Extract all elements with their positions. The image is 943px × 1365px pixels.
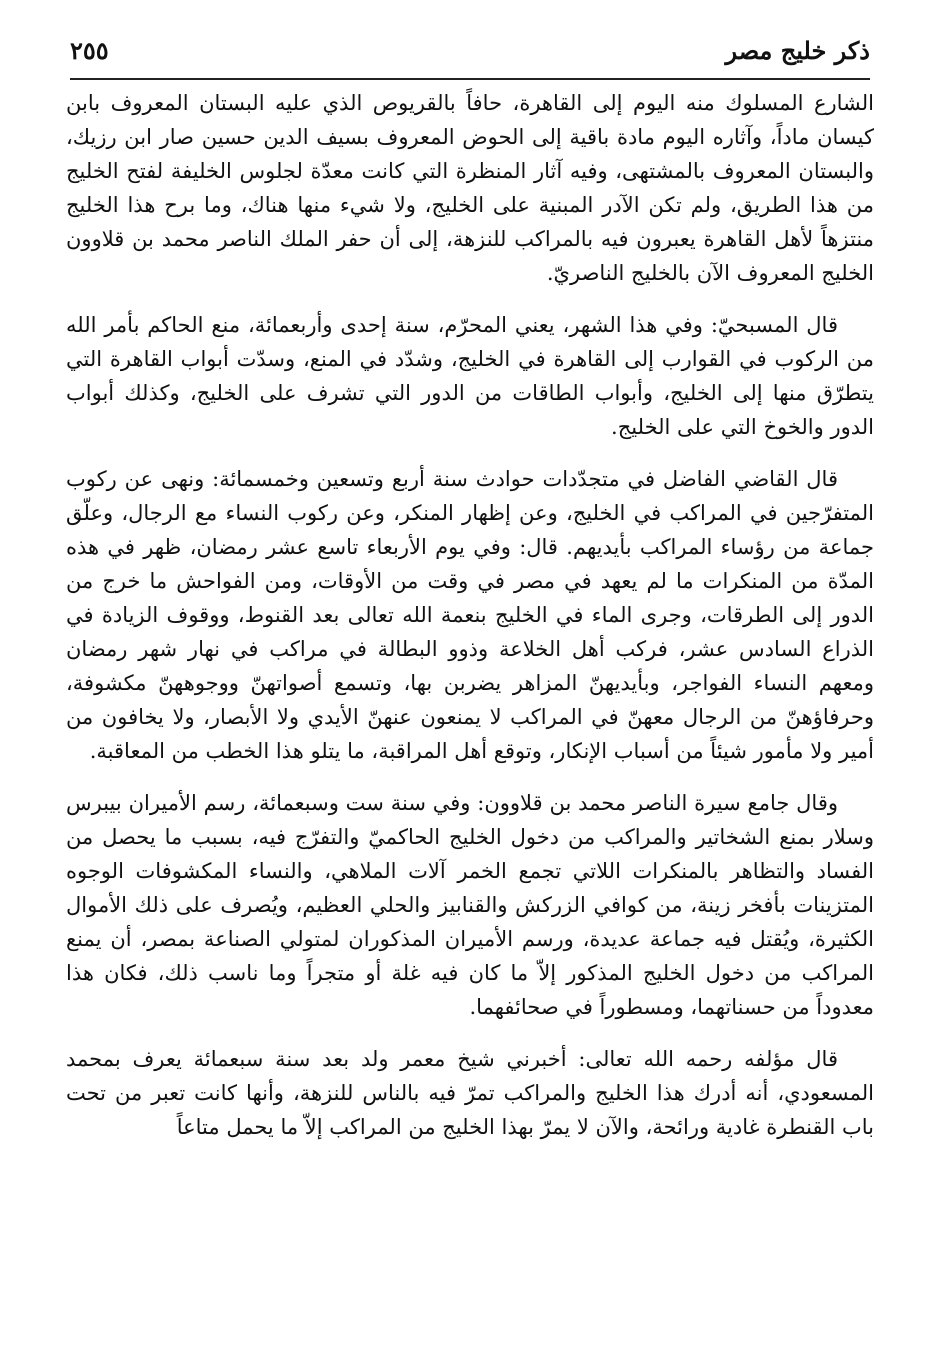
- text-body: [66, 86, 874, 1162]
- page-number: ٢٥٥: [70, 36, 109, 65]
- page-header: [70, 30, 870, 74]
- paragraph-2: قال المسبحيّ: وفي هذا الشهر، يعني المحرّم، سنة إحدى وأربعمائة، منع الحاكم بأمر الله من الركوب في القوارب إلى القاهرة في الخليج، وشدّد في المنع، وسدّت أبواب القاهرة التي يتطرّق منها إلى الخليج، وأبواب الطاقات من الدور التي تشرف على الخليج، وكذلك أبواب الدور والخوخ التي على الخليج.: [66, 313, 874, 439]
- running-head: ذكر خليج مصر: [725, 36, 870, 65]
- paragraph-5: قال مؤلفه رحمه الله تعالى: أخبرني شيخ معمر ولد بعد سنة سبعمائة يعرف بمحمد المسعودي، أنه أدرك هذا الخليج والمراكب تمرّ فيه بالناس للنزهة، وأنها كانت تعبر من تحت باب القنطرة غادية ورائحة، والآن لا يمرّ بهذا الخليج من المراكب إلاّ ما يحمل متاعاً: [66, 1047, 874, 1139]
- paragraph-4: وقال جامع سيرة الناصر محمد بن قلاوون: وفي سنة ست وسبعمائة، رسم الأميران بيبرس وسلار بمنع الشخاتير والمراكب من دخول الخليج الحاكميّ والتفرّج فيه، بسبب ما يحصل من الفساد والتظاهر بالمنكرات اللاتي تجمع الخمر آلات الملاهي، والنساء المكشوفات الوجوه المتزينات بأفخر زينة، من كوافي الزركش والقنابيز والحلي العظيم، ويُصرف على ذلك الأموال الكثيرة، ويُقتل فيه جماعة عديدة، ورسم الأميران المذكوران لمتولي الصناعة بمصر، أن يمنع المراكب من دخول الخليج المذكور إلاّ ما كان فيه غلة أو متجراً وما ناسب ذلك، فكان هذا معدوداً من حسناتهما، ومسطوراً في صحائفهما.: [66, 791, 874, 1019]
- paragraph-3: قال القاضي الفاضل في متجدّدات حوادث سنة أربع وتسعين وخمسمائة: ونهى عن ركوب المتفرّجين في المراكب في الخليج، وعن إظهار المنكر، وعن ركوب النساء مع الرجال، وعلّق جماعة من رؤساء المراكب بأيديهم. قال: وفي يوم الأربعاء تاسع عشر رمضان، ظهر في هذه المدّة من المنكرات ما لم يعهد في مصر في وقت من الأوقات، ومن الفواحش ما خرج من الدور إلى الطرقات، وجرى الماء في الخليج بنعمة الله تعالى بعد القنوط، ووقوف الزيادة في الذراع السادس عشر، فركب أهل الخلاعة وذوو البطالة في مراكب في نهار شهر رمضان ومعهم النساء الفواجر، وبأيديهنّ المزاهر يضربن بها، وتسمع أصواتهنّ ووجوههنّ مكشوفة، وحرفاؤهنّ من الرجال معهنّ في المراكب لا يمنعون عنهنّ الأيدي ولا الأبصار، ولا يخافون من أمير ولا مأمور شيئاً من أسباب الإنكار، وتوقع أهل المراقبة، ما يتلو هذا الخطب من المعاقبة.: [66, 467, 874, 763]
- header-rule: [70, 78, 870, 80]
- paragraph-1: الشارع المسلوك منه اليوم إلى القاهرة، حافاً بالقريوص الذي عليه البستان المعروف بابن كيسان ماداً، وآثاره اليوم مادة باقية إلى الحوض المعروف بسيف الدين حسين صار ابن رزيك، والبستان المعروف بالمشتهى، وفيه آثار المنظرة التي كانت معدّة لجلوس الخليفة لفتح الخليج من هذا الطريق، ولم تكن الآدر المبنية على الخليج، ولا شيء منها هناك، وما برح هذا الخليج منتزهاً لأهل القاهرة يعبرون فيه بالمراكب للنزهة، إلى أن حفر الملك الناصر محمد بن قلاوون الخليج المعروف الآن بالخليج الناصريّ.: [66, 91, 874, 285]
